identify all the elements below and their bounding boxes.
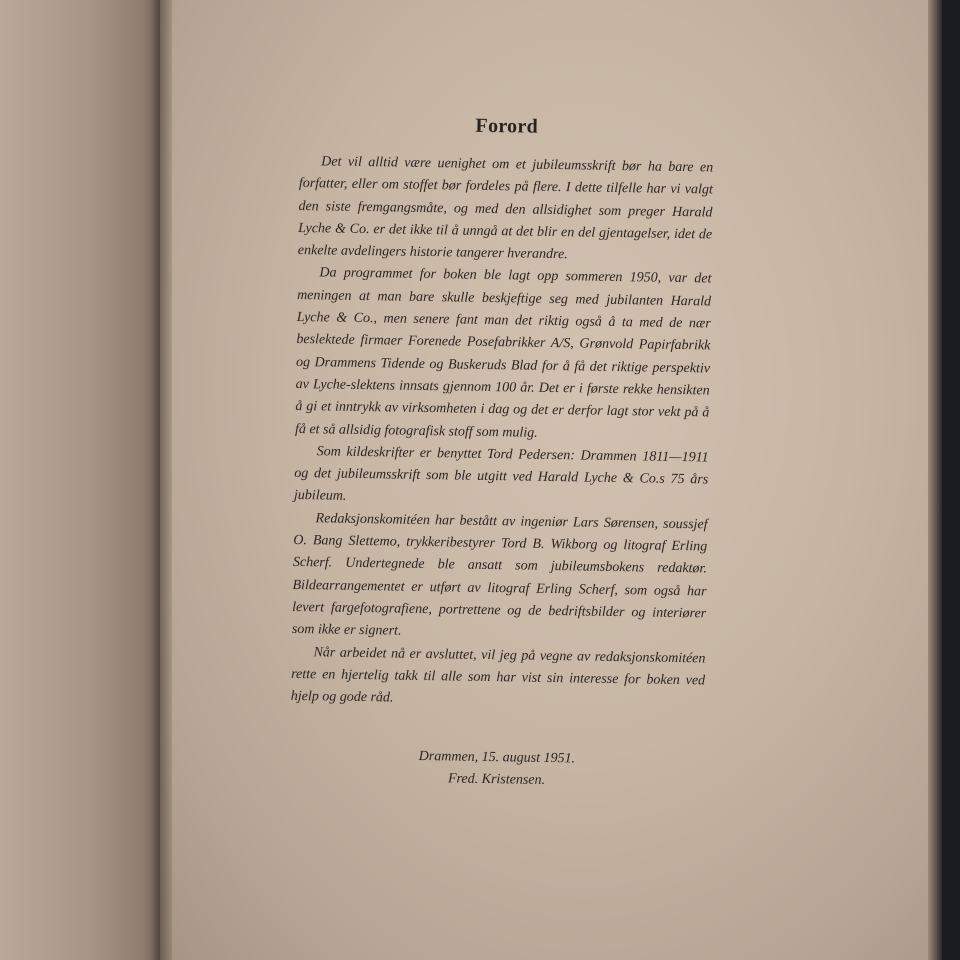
page-edge [928,0,942,960]
paragraph: Redaksjonskomitéen har bestått av ingeniør Lars Sørensen, soussjef O. Bang Slettemo, trykkeribestyrer Tord B. Wikborg og litograf Erling Scherf. Undertegnede ble ansatt som jubileumsbokens redaktør. Bildearrangementet er utført av litograf Erling Scherf, som også har levert fargefotografiene, portrettene og de bedriftsbilder og interiører som ikke er signert. [291,511,708,639]
book-gutter [150,0,172,960]
foreword-text-block [289,112,714,795]
page-title: Forord [475,114,539,138]
paragraph: Da programmet for boken ble lagt opp sommeren 1950, var det meningen at man bare skulle beskjeftige seg med jubilanten Harald Lyche & Co., men senere fant man det riktig også å ta med de nær beslektede firmaer Forenede Posefabrikker A/S, Grønvold Papirfabrikk og Drammens Tidende og Buskeruds Blad for å få det riktige perspektiv av Lyche-slektens innsats gjennom 100 år. Det er i første rekke hensikten å gi et inntrykk av virksomheten i dag og det er derfor lagt stor vekt på å få et så allsidig fotografisk stoff som mulig. [294,265,712,441]
paragraph: Som kildeskrifter er benyttet Tord Pedersen: Drammen 1811—1911 og det jubileumsskrift som ble utgitt ved Harald Lyche & Co.s 75 års jubileum. [293,444,709,505]
signature-block [289,744,704,794]
place-date: Drammen, 15. august 1951. [418,749,576,767]
paragraph: Når arbeidet nå er avsluttet, vil jeg på vegne av redaksjonskomitéen rette en hjertelig takk til alle som har vist sin interesse for boken ved hjelp og gode råd. [290,644,706,706]
paragraph: Det vil alltid være uenighet om et jubileumsskrift bør ha bare en forfatter, eller om stoffet bør fordeles på flere. I dette tilfelle har vi valgt den siste fremgangsmåte, og med den allsidighet som preger Harald Lyche & Co. er det ikke til å unngå at det blir en del gjentagelser, idet de enkelte avdelingers historie tangerer hverandre. [297,154,714,263]
left-page [0,0,160,960]
author-name: Fred. Kristensen. [447,771,546,789]
